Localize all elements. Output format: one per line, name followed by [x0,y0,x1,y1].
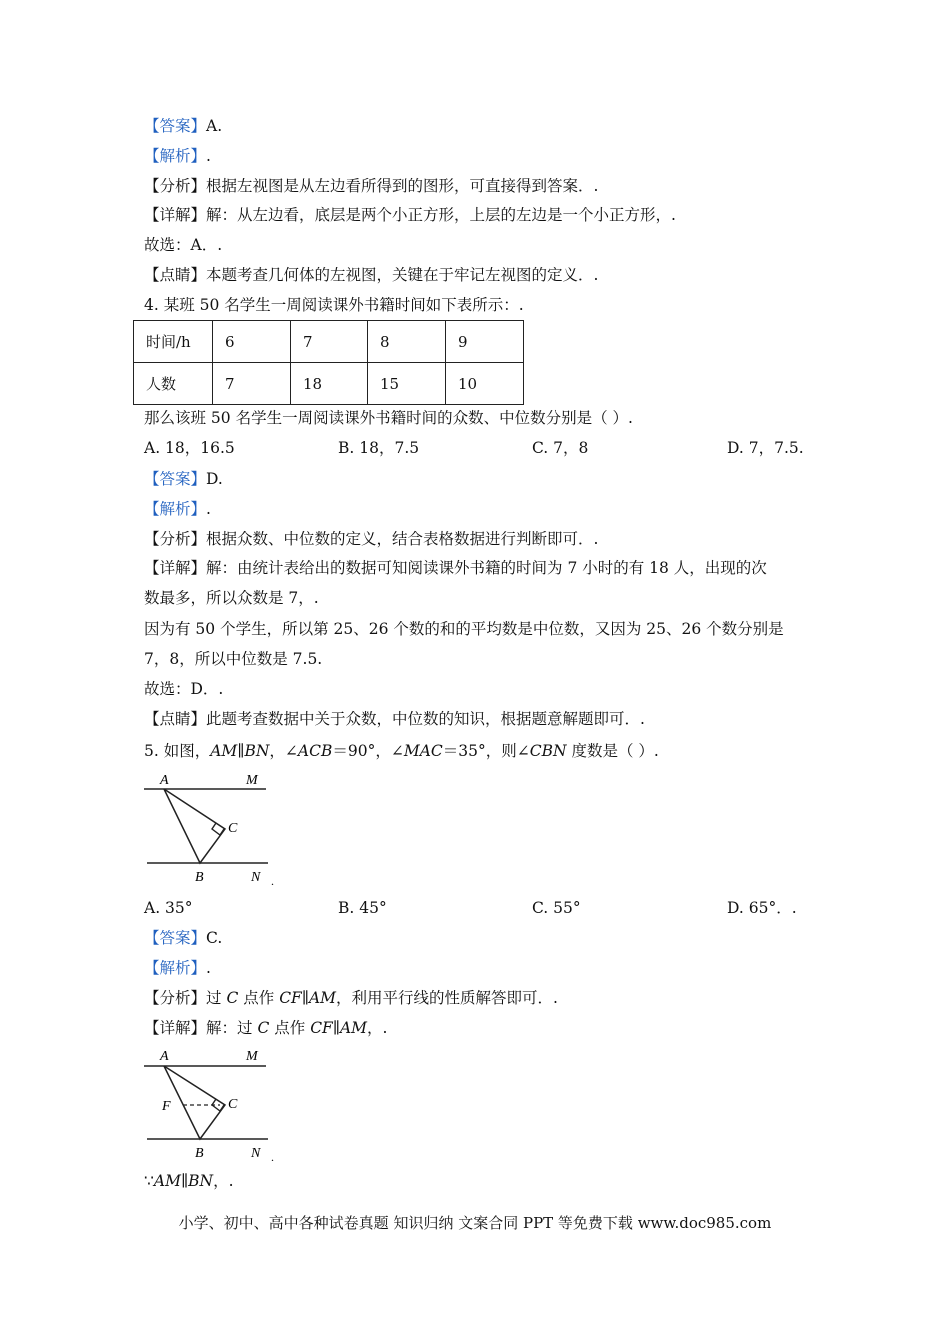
label-n: N [251,1146,261,1161]
q5-option-a: A. 35° [144,899,193,917]
q5-answer: 【答案】C. [144,929,223,947]
table-row [134,321,524,363]
label-b: B [195,1146,204,1161]
q5-analysis: 【解析】. [144,959,211,977]
table-cell: 9 [446,321,524,363]
q4-detail-2: 数最多，所以众数是 7，. [144,589,319,607]
q4-option-c: C. 7，8 [532,439,589,457]
q3-choose: 故选：A．. [144,236,223,254]
table-cell: 人数 [134,363,213,405]
q4-detail-3: 因为有 50 个学生，所以第 25、26 个数的和的平均数是中位数，又因为 25、26 个数分别是 [144,620,784,638]
q4-analysis: 【解析】. [144,500,211,518]
q3-detail: 【详解】解：从左边看，底层是两个小正方形，上层的左边是一个小正方形，. [144,206,676,224]
q4-option-a: A. 18，16.5 [144,439,235,457]
q5-option-c: C. 55° [532,899,581,917]
label-a: A [160,773,169,788]
table-cell: 8 [368,321,446,363]
table-cell: 时间/h [134,321,213,363]
table-cell: 7 [291,321,368,363]
reading-time-table [133,320,524,405]
q4-fenxi: 【分析】根据众数、中位数的定义，结合表格数据进行判断即可．. [144,530,599,548]
q5-option-b: B. 45° [338,899,387,917]
table-cell: 15 [368,363,446,405]
q3-answer: 【答案】A. [144,117,223,135]
q4-option-b: B. 18，7.5 [338,439,420,457]
q4-choose: 故选：D．. [144,680,224,698]
q4-detail: 【详解】解：由统计表给出的数据可知阅读课外书籍的时间为 7 小时的有 18 人，出现的次 [144,559,767,577]
label-a: A [160,1049,169,1064]
q5-because: ∵AM∥BN，. [144,1172,234,1190]
triangle-abc [164,789,225,863]
label-m: M [246,773,258,788]
q4-answer: 【答案】D. [144,470,223,488]
label-c: C [228,1097,238,1112]
q5-fenxi: 【分析】过 C 点作 CF∥AM，利用平行线的性质解答即可．. [144,989,558,1007]
q3-comment: 【点睛】本题考查几何体的左视图，关键在于牢记左视图的定义．. [144,266,599,284]
page-footer: 小学、初中、高中各种试卷真题 知识归纳 文案合同 PPT 等免费下载 www.doc985.com [178,1214,772,1232]
q4-question: 那么该班 50 名学生一周阅读课外书籍时间的众数、中位数分别是（ ）. [144,409,633,427]
figure-parallel-lines [140,765,290,890]
table-cell: 6 [213,321,291,363]
q4-comment: 【点睛】此题考查数据中关于众数，中位数的知识，根据题意解题即可．. [144,710,645,728]
q4-option-d: D. 7，7.5. [727,439,804,457]
triangle-abc [164,1066,225,1139]
label-b: B [195,870,204,885]
q4-detail-4: 7，8，所以中位数是 7.5. [144,650,323,668]
table-cell: 7 [213,363,291,405]
q4-stem: 4. 某班 50 名学生一周阅读课外书籍时间如下表所示：. [144,296,524,314]
q3-analysis: 【解析】. [144,147,211,165]
label-n: N [251,870,261,885]
figure-auxiliary-line [140,1042,290,1167]
label-m: M [246,1049,258,1064]
table-row [134,363,524,405]
figure-dot: . [271,1150,274,1164]
label-c: C [228,821,238,836]
q3-fenxi: 【分析】根据左视图是从左边看所得到的图形，可直接得到答案．. [144,177,599,195]
q5-detail: 【详解】解：过 C 点作 CF∥AM，. [144,1019,388,1037]
q5-stem: 5. 如图，AM∥BN，∠ACB＝90°，∠MAC＝35°，则∠CBN 度数是（ ）. [144,742,659,760]
figure-dot: . [271,874,274,888]
q5-option-d: D. 65°．. [727,899,797,917]
table-cell: 18 [291,363,368,405]
table-cell: 10 [446,363,524,405]
label-f: F [162,1099,171,1114]
